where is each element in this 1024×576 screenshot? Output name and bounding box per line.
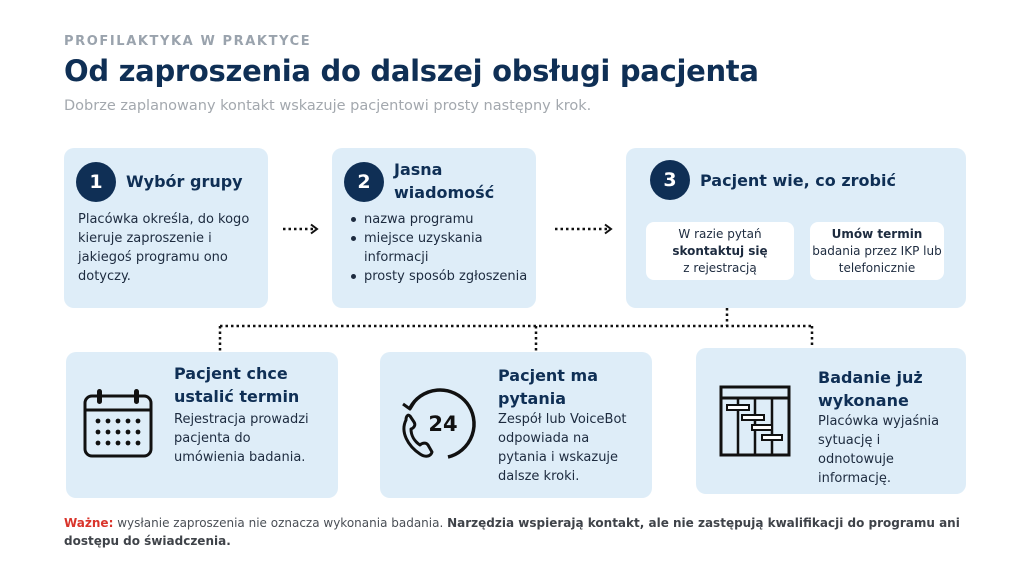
gantt-chart-icon — [716, 382, 794, 460]
bullet-item: miejsce uzyskania informacji — [348, 229, 530, 267]
footnote-bold: Narzędzia wspierają kontakt, ale nie zastępują kwalifikacji do programu ani dostępu do świadczenia. — [64, 516, 960, 548]
outcome-done-title: Badanie już wykonane — [818, 368, 923, 410]
option-a-bold: skontaktuj się — [672, 243, 768, 258]
outcome-schedule-card — [66, 352, 338, 498]
step-2-title — [394, 158, 494, 204]
bullet-item: prosty sposób zgłoszenia — [348, 267, 530, 286]
outcome-done-text: Placówka wyjaśnia sytuację i odnotowuje informację. — [818, 414, 940, 486]
step-2-bullet-list — [348, 210, 530, 286]
step-2-number: 2 — [344, 162, 384, 202]
phone-24-icon — [394, 382, 480, 468]
option-contact-registration — [646, 222, 794, 280]
arrow-right-icon — [282, 223, 322, 235]
step-2-title-line-2: wiadomość — [394, 183, 495, 202]
outcome-schedule-title: Pacjent chce ustalić termin — [174, 364, 300, 406]
phone-24-label: 24 — [428, 412, 458, 436]
option-b-post: badania przez IKP lub telefonicznie — [812, 243, 942, 275]
eyebrow-label: PROFILAKTYKA W PRAKTYCE — [64, 34, 312, 49]
step-1-card — [64, 148, 268, 308]
step-2-title-line-1: Jasna — [394, 160, 443, 179]
outcome-questions-card — [380, 352, 652, 498]
footnote-normal: wysłanie zaproszenia nie oznacza wykonania badania. — [117, 516, 444, 530]
step-3-card — [626, 148, 966, 308]
page-title: Od zaproszenia do dalszej obsługi pacjenta — [64, 54, 759, 88]
page-subtitle: Dobrze zaplanowany kontakt wskazuje pacjentowi prosty następny krok. — [64, 98, 592, 114]
footnote-label: Ważne: — [64, 516, 114, 530]
step-1-text: Placówka określa, do kogo kieruje zaproszenie i jakiegoś programu ono dotyczy. — [78, 212, 250, 284]
option-a-pre: W razie pytań — [678, 226, 762, 241]
footnote — [64, 514, 964, 550]
option-b-bold: Umów termin — [831, 226, 923, 241]
arrow-right-icon — [554, 223, 618, 235]
step-3-title: Pacjent wie, co zrobić — [700, 171, 896, 190]
outcome-questions-title: Pacjent ma pytania — [498, 366, 598, 408]
option-book-appointment — [810, 222, 944, 280]
outcome-schedule-text: Rejestracja prowadzi pacjenta do umówienia badania. — [174, 412, 309, 465]
outcome-questions-text: Zespół lub VoiceBot odpowiada na pytania i wskazuje dalsze kroki. — [498, 412, 627, 484]
step-1-number: 1 — [76, 162, 116, 202]
option-a-post: z rejestracją — [683, 260, 757, 275]
step-3-number: 3 — [650, 160, 690, 200]
bullet-item: nazwa programu — [348, 210, 530, 229]
step-1-title: Wybór grupy — [126, 172, 243, 191]
outcome-done-card — [696, 348, 966, 494]
calendar-icon — [80, 386, 156, 462]
step-2-card — [332, 148, 536, 308]
